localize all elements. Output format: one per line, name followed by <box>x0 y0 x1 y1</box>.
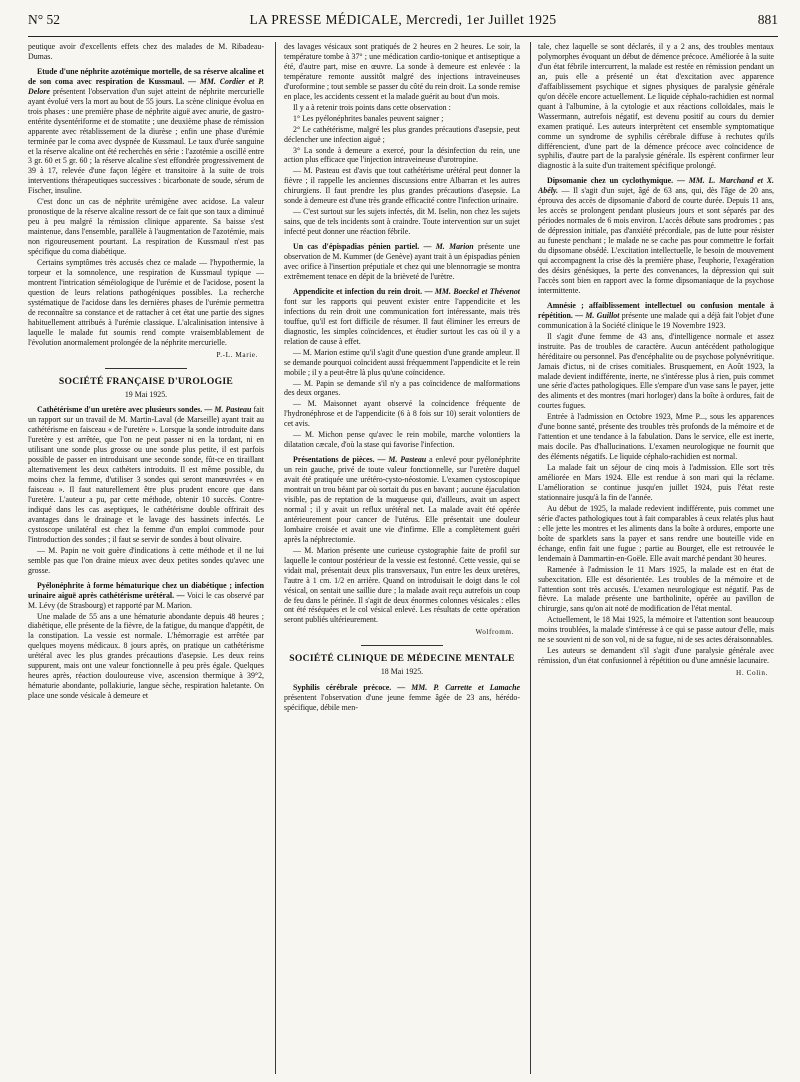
column-3 <box>538 42 774 1078</box>
paragraph: — C'est surtout sur les sujets infectés, dit M. Iselin, non chez les sujets sains, que de tels incidents sont à craindre. Toute intervention sur un sujet infecté peut donner une réaction fébrile. <box>284 207 520 237</box>
paragraph <box>538 176 774 295</box>
communication-title: Dipsomanie chez un cyclothymique. — <box>547 176 685 186</box>
paragraph: — M. Papin ne voit guère d'indications à cette méthode et il ne lui semble pas que l'on draine mieux avec deux petites sondes qu'avec une grosse. <box>28 545 264 575</box>
communication-title: Cathétérisme d'un uretère avec plusieurs sondes. — <box>37 405 213 415</box>
paragraph: Certains symptômes très accusés chez ce malade — l'hypothermie, la torpeur et la somnolence, une respiration de Kussmaul typique — montrent l'intrication séméiologique de l'urémie et de l'acidose, posent la question de leurs relations pathogéniques possibles. La recherche systématique de l'acidose dans les dernières phases de l'urémie permettra de reconnaître sa constance et de rattacher à cet état une partie des signes habituellement attribués à l'urémie classique. L'alcalinisation intensive à laquelle le malade fut soumis rend compte vraisemblablement de l'évolution anormalement prolongée de la néphrite mercurielle. <box>28 258 264 347</box>
paragraph: Entrée à l'admission en Octobre 1923, Mme P..., sous les apparences d'une bonne santé, présente des troubles très profonds de la mémoire et de l'attention et une tendance à la fabulation. Dans le service, elle est inerte, mais docile. Pas d'hallucinations. L'examen neurologique ne fournit que des éléments négatifs. Le liquide céphalo-rachidien est normal. <box>538 412 774 462</box>
paragraph <box>284 287 520 347</box>
paragraph: Il s'agit d'une femme de 43 ans, d'intelligence normale et assez instruite. Pas de troubles de caractère. Aucun antécédent pathologique héréditaire ou personnel. Pas d'encéphalite ou de psychose polynévritique. Jamais d'ictus, ni de crises comitiales. Brusquement, en Août 1923, la malade devient indifférente, inerte, ne s'intéresse plus à rien, puis commet une série d'actes pathologiques. Elle s'empare d'un vase sans le payer, jette des aliments et des montres (mari horloger) dans la boîte à ordures, fait de courtes fugues. <box>538 331 774 411</box>
paragraph-text: présente une malade qui a déjà fait l'objet d'une communication à la Société clinique le 19 Novembre 1923. <box>538 310 774 330</box>
paragraph: Au début de 1925, la malade redevient indifférente, puis commet une série d'actes pathologiques tout à fait comparables à ceux relatés plus haut : elle jette les montres et les aliments dans la boîte à ordures, emporte une boîte de sparklets sans la payer et sans rendre une bouteille vide en échange, enfin fait une fugue ; partie au Bourget, elle est retrouvée le lendemain à Dammartin-en-Goële. Elle avait marché pendant 30 heures. <box>538 503 774 563</box>
paragraph <box>284 242 520 282</box>
paragraph <box>284 683 520 713</box>
paragraph-text: — Il s'agit d'un sujet, âgé de 63 ans, qui, dès l'âge de 20 ans, éprouva des accès de dipsomanie d'abord de courte durée. Depuis 11 ans, les accès se prolongent pendant plusieurs jours et sont séparés par des périodes normales de 6 mois environ. L'accès débute sans prodromes ; pas de dépression initiale, pas d'anxiété précordiale, pas de lutte pour résister au funeste penchant ; le malade ne se cache pas pour commettre le forfait du dipsomane obsédé. L'excitation intellectuelle, le besoin de mouvement qui accompagnent la crise dès la première phase, l'euphorie, l'exagération des désirs génésiques, la perte des convenances, la dépression qui suit l'accès sont bien en rapport avec la forme dipsomaniaque de la psychose intermittente. <box>538 186 774 295</box>
paragraph: Actuellement, le 18 Mai 1925, la mémoire et l'attention sont beaucoup moins troublées, la malade s'intéresse à ce qui se passe autour d'elle, mais ne se souvient ni de son vol, ni de sa fugue, ni de ses actes déraisonnables. <box>538 615 774 645</box>
paragraph-text: a enlevé pour pyélonéphrite un rein gauche, privé de toute valeur fonctionnelle, sur l'uretère duquel avait été pratiquée une urétéro-cysto-néostomie. L'examen cystoscopique montrait un trou béant par où sortait du pus en bavant ; aucune éjaculation visible, pas de reptation de la muqueuse qui, d'ailleurs, avait un aspect normal ; il y avait un reflux urétéral net. La malade avait été opérée antérieurement pour cancer de l'utérus. Elle présentait une douleur lombaire croisée et avait une vie d'infirme. Elle a complètement guéri après la néphrectomie. <box>284 455 520 544</box>
session-date: 19 Mai 1925. <box>124 389 168 399</box>
paragraph-text: fait un rapport sur un travail de M. Martin-Laval (de Marseille) ayant trait au cathétérisme en faisceau « de l'uretère ». Lorsque la sonde introduite dans l'uretère y est arrêtée, que l'on ne peut passer ni en la tordant, ni en utilisant une sonde plus grosse ou une sonde plus petite, il est parfois possible de passer en introduisant une seconde sonde, fût-ce en tiraillant alternativement les deux cathéters introduits. Il est même possible, du moins chez la femme, d'utiliser 3 sondes qui seront manœuvrées « en faisceau ». Il faut naturellement être plus prudent encore que dans l'uretère. L'auteur a pu, par cette méthode, obtenir 10 succès. Contre-indiqué dans les cas aseptiques, le cathétérisme double offrirait des avantages dans le drainage et le lavage des bassinets infectés. Le cystoscope unilatéral est chez la femme d'un emploi commode pour l'introduction des sondes ; il faut se servir de sondes à bout olivaire. <box>28 405 264 544</box>
paragraph <box>28 581 264 611</box>
communication-title: Amnésie ; affaiblissement intellectuel ou confusion mentale à répétition. — <box>538 300 774 320</box>
communication-title: Etude d'une néphrite azotémique mortelle, de sa réserve alcaline et de son coma avec respiration de Kussmaul. — <box>28 66 264 86</box>
paragraph: 1° Les pyélonéphrites banales peuvent saigner ; <box>293 113 444 123</box>
journal-title: LA PRESSE MÉDICALE, Mercredi, 1er Juillet 1925 <box>249 12 557 27</box>
section-rule <box>361 645 443 646</box>
communication-title: Appendicite et infection du rein droit. — <box>293 286 433 296</box>
issue-number: N° 52 <box>28 12 61 27</box>
session-date: 18 Mai 1925. <box>380 667 424 677</box>
column-divider <box>275 42 276 1074</box>
paragraph-text: présente une observation de M. Kummer (de Genève) ayant trait à un épispadias pénien avec orifice à l'insertion préputiale et chez qui une blennorragie se montra extrêmement tenace en dépit de la brièveté de l'urètre. <box>284 242 520 281</box>
column-2 <box>284 42 520 1078</box>
signature: Wolfromm. <box>475 628 514 637</box>
paragraph: peutique avoir d'excellents effets chez des malades de M. Ribadeau-Dumas. <box>28 42 264 61</box>
section-title: SOCIÉTÉ CLINIQUE DE MÉDECINE MENTALE <box>289 653 515 665</box>
authors: MM. Cordier et P. Delore <box>28 76 264 96</box>
communication-title: Présentations de pièces. — <box>293 455 386 465</box>
section-title: SOCIÉTÉ FRANÇAISE D'UROLOGIE <box>58 375 234 387</box>
page-number: 881 <box>757 12 778 27</box>
paragraph-text: font sur les rapports qui peuvent exister entre l'appendicite et les infections du rein droit une communication fort intéressante, mais très touffue, qu'il est fort difficile de résumer. Il faut éliminer les erreurs de diagnostic, les simples coïncidences, et étudier surtout les cas où il y a relation de cause à effet. <box>284 296 520 346</box>
authors: MM. P. Carrette et Lamache <box>411 683 520 693</box>
paragraph: Une malade de 55 ans a une hématurie abondante depuis 48 heures ; diabétique, elle présente de la fièvre, de la fatigue, du manque d'appétit, de la constipation. La vessie est normale. L'hémorragie est arrêtée par quelques moyens médicaux. 8 jours après, on pratique un cathétérisme urétéral avec les plus grandes précautions d'asepsie. Les deux reins suppurent, mais ont une valeur fonctionnelle à peu près égale. Quelques heures après, réaction douloureuse vive, ascension thermique à 39°2, hématurie abondante, pollakiurie, langue sèche, respiration haletante. On place une sonde vésicale à demeure et <box>28 611 264 701</box>
column-1 <box>28 42 264 1078</box>
paragraph: Les auteurs se demandent s'il s'agit d'une paralysie générale avec rémission, d'un état confusionnel à répétition ou d'une amnésie lacunaire. <box>538 646 774 666</box>
communication-title: Syphilis cérébrale précoce. — <box>293 683 406 693</box>
paragraph: Il y a à retenir trois points dans cette observation : <box>293 102 451 112</box>
paragraph-text: présentent l'observation d'une jeune femme âgée de 23 ans, hérédo-spécifique, débile men- <box>284 693 520 713</box>
paragraph: tale, chez laquelle se sont déclarés, il y a 2 ans, des troubles mentaux polymorphes évoquant un début de démence précoce. Améliorée à la suite d'un état fébrile intercurrent, la malade est restée en rémission pendant un an, puis elle a présenté un état d'excitation avec apparence d'affaiblissement psychique et signes physiques de paralysie générale qu'on décèle encore actuellement. Le liquide céphalo-rachidien est normal quant à l'albumine, à la cytologie et aux réactions colloïdales, mais le Wassermann, autrefois négatif, est devenu positif au cours du dernier examen pratiqué. Les auteurs interprètent cet ensemble symptomatique comme un syndrome de syphilis cérébrale diffuse à rechutes qu'ils différencient, d'une part de la démence précoce avec coïncidence de syphilis, d'autre part de la paralysie générale. Ils espèrent confirmer leur diagnostic à la suite d'un traitement spécifique prolongé. <box>538 42 774 171</box>
paragraph <box>284 455 520 545</box>
communication-title: Un cas d'épispadias pénien partiel. — <box>293 242 432 252</box>
paragraph: des lavages vésicaux sont pratiqués de 2 heures en 2 heures. Le soir, la température tombe à 37° ; une médication cardio-tonique et antiseptique a été, d'autre part, mise en œuvre. La sonde à demeure est enlevée : la température remonte aussitôt malgré des injections intraveineuses d'uroformine ; tout semble se passer du côté du rein droit. La sonde remise en place, les accidents cessent et la malade guérit au bout d'un mois. <box>284 42 520 101</box>
authors: M. Pasteau <box>388 455 427 465</box>
paragraph: 3° La sonde à demeure a exercé, pour la désinfection du rein, une action plus efficace que l'injection intraveineuse d'urotropine. <box>284 145 520 165</box>
authors: MM. L. Marchand et X. Abély. <box>538 176 774 196</box>
authors: M. Pasteau <box>214 405 252 415</box>
signature: H. Colin. <box>736 669 768 678</box>
paragraph: 2° Le cathétérisme, malgré les plus grandes précautions d'asepsie, peut déclencher une infection aiguë ; <box>284 124 520 144</box>
paragraph-text: Voici le cas observé par M. Lévy (de Strasbourg) et rapporté par M. Marion. <box>28 590 264 610</box>
paragraph: La malade fait un séjour de cinq mois à l'admission. Elle sort très améliorée en Mars 1924. Elle est rendue à son mari qui la réclame. L'amélioration se continue jusqu'en juillet 1924, puis l'état reste stationnaire jusqu'à la fin de l'année. <box>538 463 774 502</box>
paragraph: — M. Michon pense qu'avec le rein mobile, marche volontiers la dilatation cæcale, d'où la stase qui favorise l'infection. <box>284 430 520 450</box>
authors: MM. Boeckel et Thévenot <box>434 286 520 296</box>
paragraph <box>28 67 264 196</box>
paragraph: C'est donc un cas de néphrite urémigène avec acidose. La valeur pronostique de la réserve alcaline ressort de ce fait que son taux a diminué peu à peu malgré la rémission clinique apparente. Sa baisse s'est maintenue, dans l'ensemble, parallèle à l'augmentation de l'azotémie, mais non rigoureusement pourtant. La respiration de Kussmaul n'est pas spécifique du coma diabétique. <box>28 197 264 257</box>
communication-title: Pyélonéphrite à forme hématurique chez un diabétique ; infection urinaire aiguë après cathétérisme urétéral. — <box>28 580 264 600</box>
paragraph <box>538 301 774 331</box>
paragraph: — M. Marion estime qu'il s'agit d'une question d'une grande ampleur. Il se demande pourquoi coïncident aussi fréquemment l'appendicite et le rein mobile ; il y a peut-être là plus qu'une coïncidence. <box>284 347 520 377</box>
paragraph: Ramenée à l'admission le 11 Mars 1925, la malade est en état de subexcitation. Elle est désorientée. Les troubles de la mémoire et de l'attention sont très accusés. L'examen neurologique est négatif. Pas de fièvre. La malade présente une bartholinite, opérée au pavillon de chirurgie, sans qu'on ait noté de modification de l'état mental. <box>538 564 774 614</box>
paragraph: — M. Maisonnet ayant observé la coïncidence fréquente de l'hydronéphrose et de l'appendicite (6 à 8 fois sur 10) serait volontiers de cet avis. <box>284 399 520 429</box>
section-rule <box>105 368 187 369</box>
authors: M. Guillot <box>585 310 620 320</box>
paragraph: — M. Marion présente une curieuse cystographie faite de profil sur laquelle le contour postérieur de la vessie est festonné. Cette vessie, qui se vidait mal, présentait deux plis transversaux, l'un entre les deux uretères, l'autre à 1 cm. 1/2 en arrière. Quand on introduisait le doigt dans le col vésical, on sentait une saillie dure ; la malade avait reçu autrefois un coup de feu dans le périnée. Il s'agit de deux énormes colonnes vésicales : elles ont été réséquées et le col vésical enlevé. Les résultats de cette opération seront publiés ultérieurement. <box>284 545 520 625</box>
signature: P.-L. Marie. <box>216 350 258 359</box>
authors: M. Marion <box>435 242 474 252</box>
paragraph: — M. Pasteau est d'avis que tout cathétérisme urétéral peut donner la fièvre ; il rappelle les anciennes discussions entre Albarran et les autres chirurgiens. Il faut prendre les plus grandes précautions d'asepsie. La sonde à demeure est d'une très grande efficacité contre l'infection urinaire. <box>284 166 520 206</box>
column-divider <box>530 42 531 1074</box>
paragraph <box>28 405 264 544</box>
paragraph: — M. Papin se demande s'il n'y a pas coïncidence de malformations des deux organes. <box>284 378 520 398</box>
paragraph-text: présentent l'observation d'un sujet atteint de néphrite mercurielle ayant évolué vers la mort au bout de 55 jours. La scène clinique évolua en trois phases : une première phase de néphrite aiguë avec anurie, de gastro-entérite dysentériforme et de stomatite ; une deuxième phase de rémission apparente avec rétablissement de la diurèse ; enfin une phase d'urémie terminée par le coma avec dyspnée de Kussmaul. Le taux d'urée sanguine et la réserve alcaline ont été recherchés en série : l'azotémie a oscillé entre 3 gr. 60 et 5 gr. 60 ; la réserve alcaline s'est effondrée progressivement de 39 à 17, relevée d'une façon légère et transitoire à la suite de trois interventions thérapeutiques successives : bicarbonate de soude, sérum de Fischer, insuline. <box>28 86 264 196</box>
running-header <box>28 8 778 37</box>
